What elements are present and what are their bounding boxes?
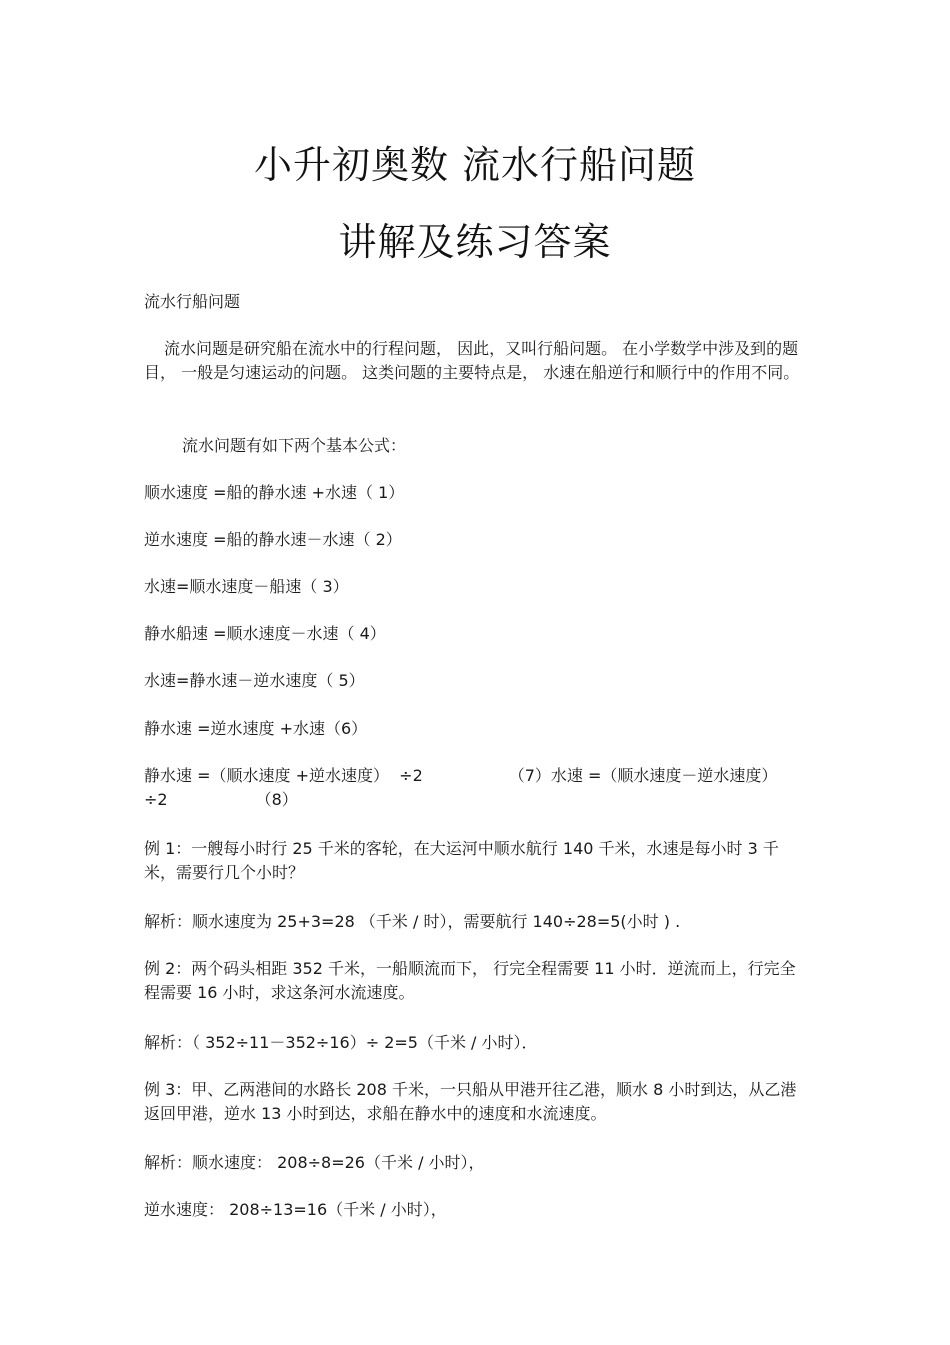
formula-7-8 <box>144 764 806 812</box>
document-title-line1: 小升初奥数 流水行船问题 <box>253 143 697 187</box>
intro-paragraph: 流水问题是研究船在流水中的行程问题， 因此，又叫行船问题。 在小学数学中涉及到的题目， 一般是匀速运动的问题。 这类问题的主要特点是， 水速在船逆行和顺行中的作用不同。 <box>144 339 800 382</box>
formula-1: 顺水速度 =船的静水速 +水速（ 1） <box>144 483 405 502</box>
solution-2: 解析：（ 352÷11－352÷16）÷ 2=5（千米 / 小时）． <box>144 1033 538 1052</box>
document-title-line2: 讲解及练习答案 <box>338 220 612 264</box>
example-2: 例 2：两个码头相距 352 千米，一船顺流而下， 行完全程需要 11 小时．逆流而上，行完全程需要 16 小时，求这条河水流速度。 <box>144 959 796 1002</box>
formula-4: 静水船速 =顺水速度－水速（ 4） <box>144 624 386 643</box>
formula-5: 水速=静水速－逆水速度（ 5） <box>144 671 365 690</box>
formula-2: 逆水速度 =船的静水速－水速（ 2） <box>144 530 402 549</box>
formula-8-line <box>144 788 806 812</box>
formula-intro: 流水问题有如下两个基本公式： <box>182 436 407 455</box>
formula-8-part: ÷2 <box>144 790 168 809</box>
formula-8-tail: （8） <box>255 790 298 809</box>
example-3: 例 3：甲、乙两港间的水路长 208 千米，一只船从甲港开往乙港，顺水 8 小时到达，从乙港返回甲港，逆水 13 小时到达，求船在静水中的速度和水流速度。 <box>144 1080 797 1123</box>
section-heading: 流水行船问题 <box>144 292 241 311</box>
example-1: 例 1：一艘每小时行 25 千米的客轮，在大运河中顺水航行 140 千米，水速是每小时 3 千米，需要行几个小时？ <box>144 839 779 882</box>
formula-3: 水速=顺水速度－船速（ 3） <box>144 577 349 596</box>
formula-7-line <box>144 764 806 788</box>
solution-1: 解析：顺水速度为 25+3=28 （千米 / 时），需要航行 140÷28=5(小时 ) . <box>144 912 681 931</box>
formula-7-part: 静水速 =（顺水速度 +逆水速度） ÷2 <box>144 766 423 785</box>
solution-3-line2: 逆水速度： 208÷13=16（千米 / 小时）， <box>144 1200 447 1219</box>
formula-6: 静水速 =逆水速度 +水速（6） <box>144 719 368 738</box>
formula-7-tail: （7）水速 =（顺水速度－逆水速度） <box>508 766 778 785</box>
solution-3-line1: 解析：顺水速度： 208÷8=26（千米 / 小时）， <box>144 1153 485 1172</box>
